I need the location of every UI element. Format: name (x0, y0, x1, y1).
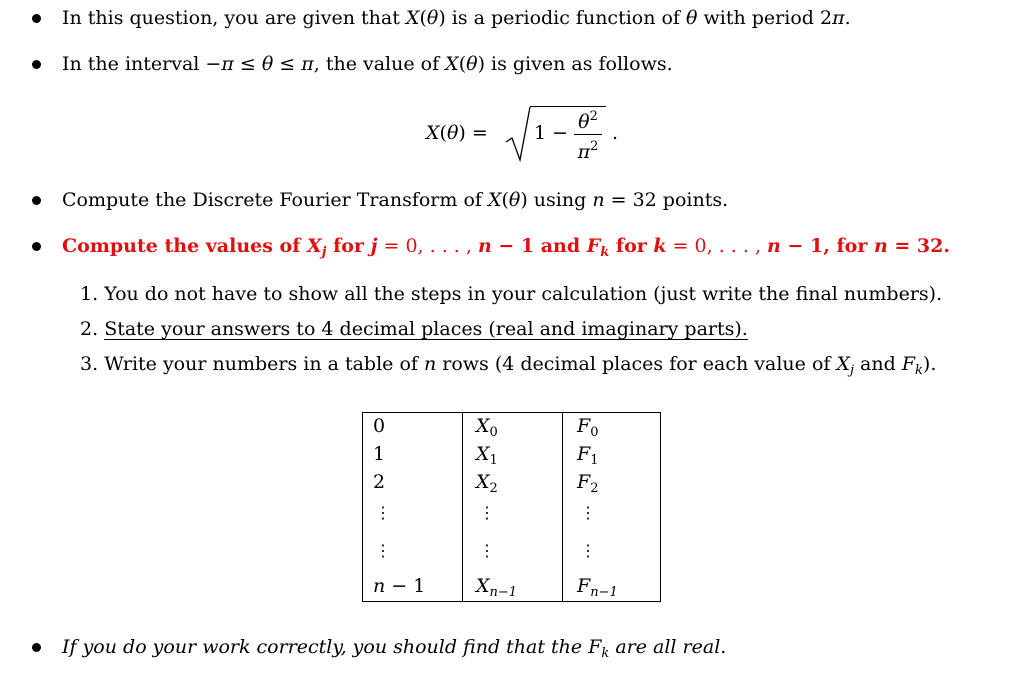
vdots: ⋮ (375, 541, 391, 560)
vdots: ⋮ (479, 503, 495, 522)
vdots: ⋮ (479, 541, 495, 560)
bullet-text-2: In the interval −π ≤ θ ≤ π, the value of X(θ) is given as follows. (62, 53, 673, 75)
table-cell: 1 (373, 443, 386, 465)
bullet-marker-2 (32, 60, 41, 69)
table-cell: $X_2$ (476, 471, 498, 496)
table-cell: $F_0$ (577, 415, 599, 440)
fraction-denominator: $\pi^2$ (577, 139, 599, 163)
table-cell: 2 (373, 471, 386, 493)
table-cell: 0 (373, 415, 386, 437)
table-cell: $X_0$ (476, 415, 498, 440)
formula-lhs: X(θ) = (426, 122, 488, 144)
formula-period: . (612, 122, 619, 144)
table-cell: n − 1 (373, 575, 426, 597)
table-cell: $F_1$ (577, 443, 599, 468)
bullet-text-1: In this question, you are given that X(θ) is a periodic function of θ with period 2π. (62, 7, 851, 29)
bullet-text-4: Compute the values of $X_j$ for j = 0, . . . , n − 1 and $F_k$ for k = 0, . . . , n − 1, for n = 32. (62, 235, 950, 260)
vdots: ⋮ (375, 503, 391, 522)
bullet-marker-5 (32, 643, 41, 652)
bullet-marker-3 (32, 196, 41, 205)
formula-fraction (574, 106, 602, 163)
bullet-marker-4 (32, 242, 41, 251)
table-cell: $X_{n-1}$ (476, 575, 518, 600)
table-cell: $F_2$ (577, 471, 599, 496)
fraction-bar (574, 134, 602, 135)
bullet-text-5: If you do your work correctly, you should find that the $F_k$ are all real. (62, 636, 727, 661)
vdots: ⋮ (580, 503, 596, 522)
bullet-text-3: Compute the Discrete Fourier Transform of X(θ) using n = 32 points. (62, 189, 729, 211)
table-cell: $X_1$ (476, 443, 498, 468)
answer-table (362, 412, 661, 602)
sqrt-sign (504, 106, 532, 162)
vdots: ⋮ (580, 541, 596, 560)
table-cell: $F_{n-1}$ (577, 575, 618, 600)
formula-one-minus: 1 − (534, 122, 569, 144)
list-item-3: 3. Write your numbers in a table of n rows (4 decimal places for each value of $X_j$ and $F_k$). (80, 353, 937, 378)
table-divider-1 (462, 413, 463, 601)
fraction-numerator: $\theta^2$ (578, 109, 598, 133)
list-item-2: 2. State your answers to 4 decimal places (real and imaginary parts). (80, 318, 748, 340)
list-item-1: 1. You do not have to show all the steps in your calculation (just write the final numbers). (80, 283, 943, 305)
bullet-marker-1 (32, 14, 41, 23)
